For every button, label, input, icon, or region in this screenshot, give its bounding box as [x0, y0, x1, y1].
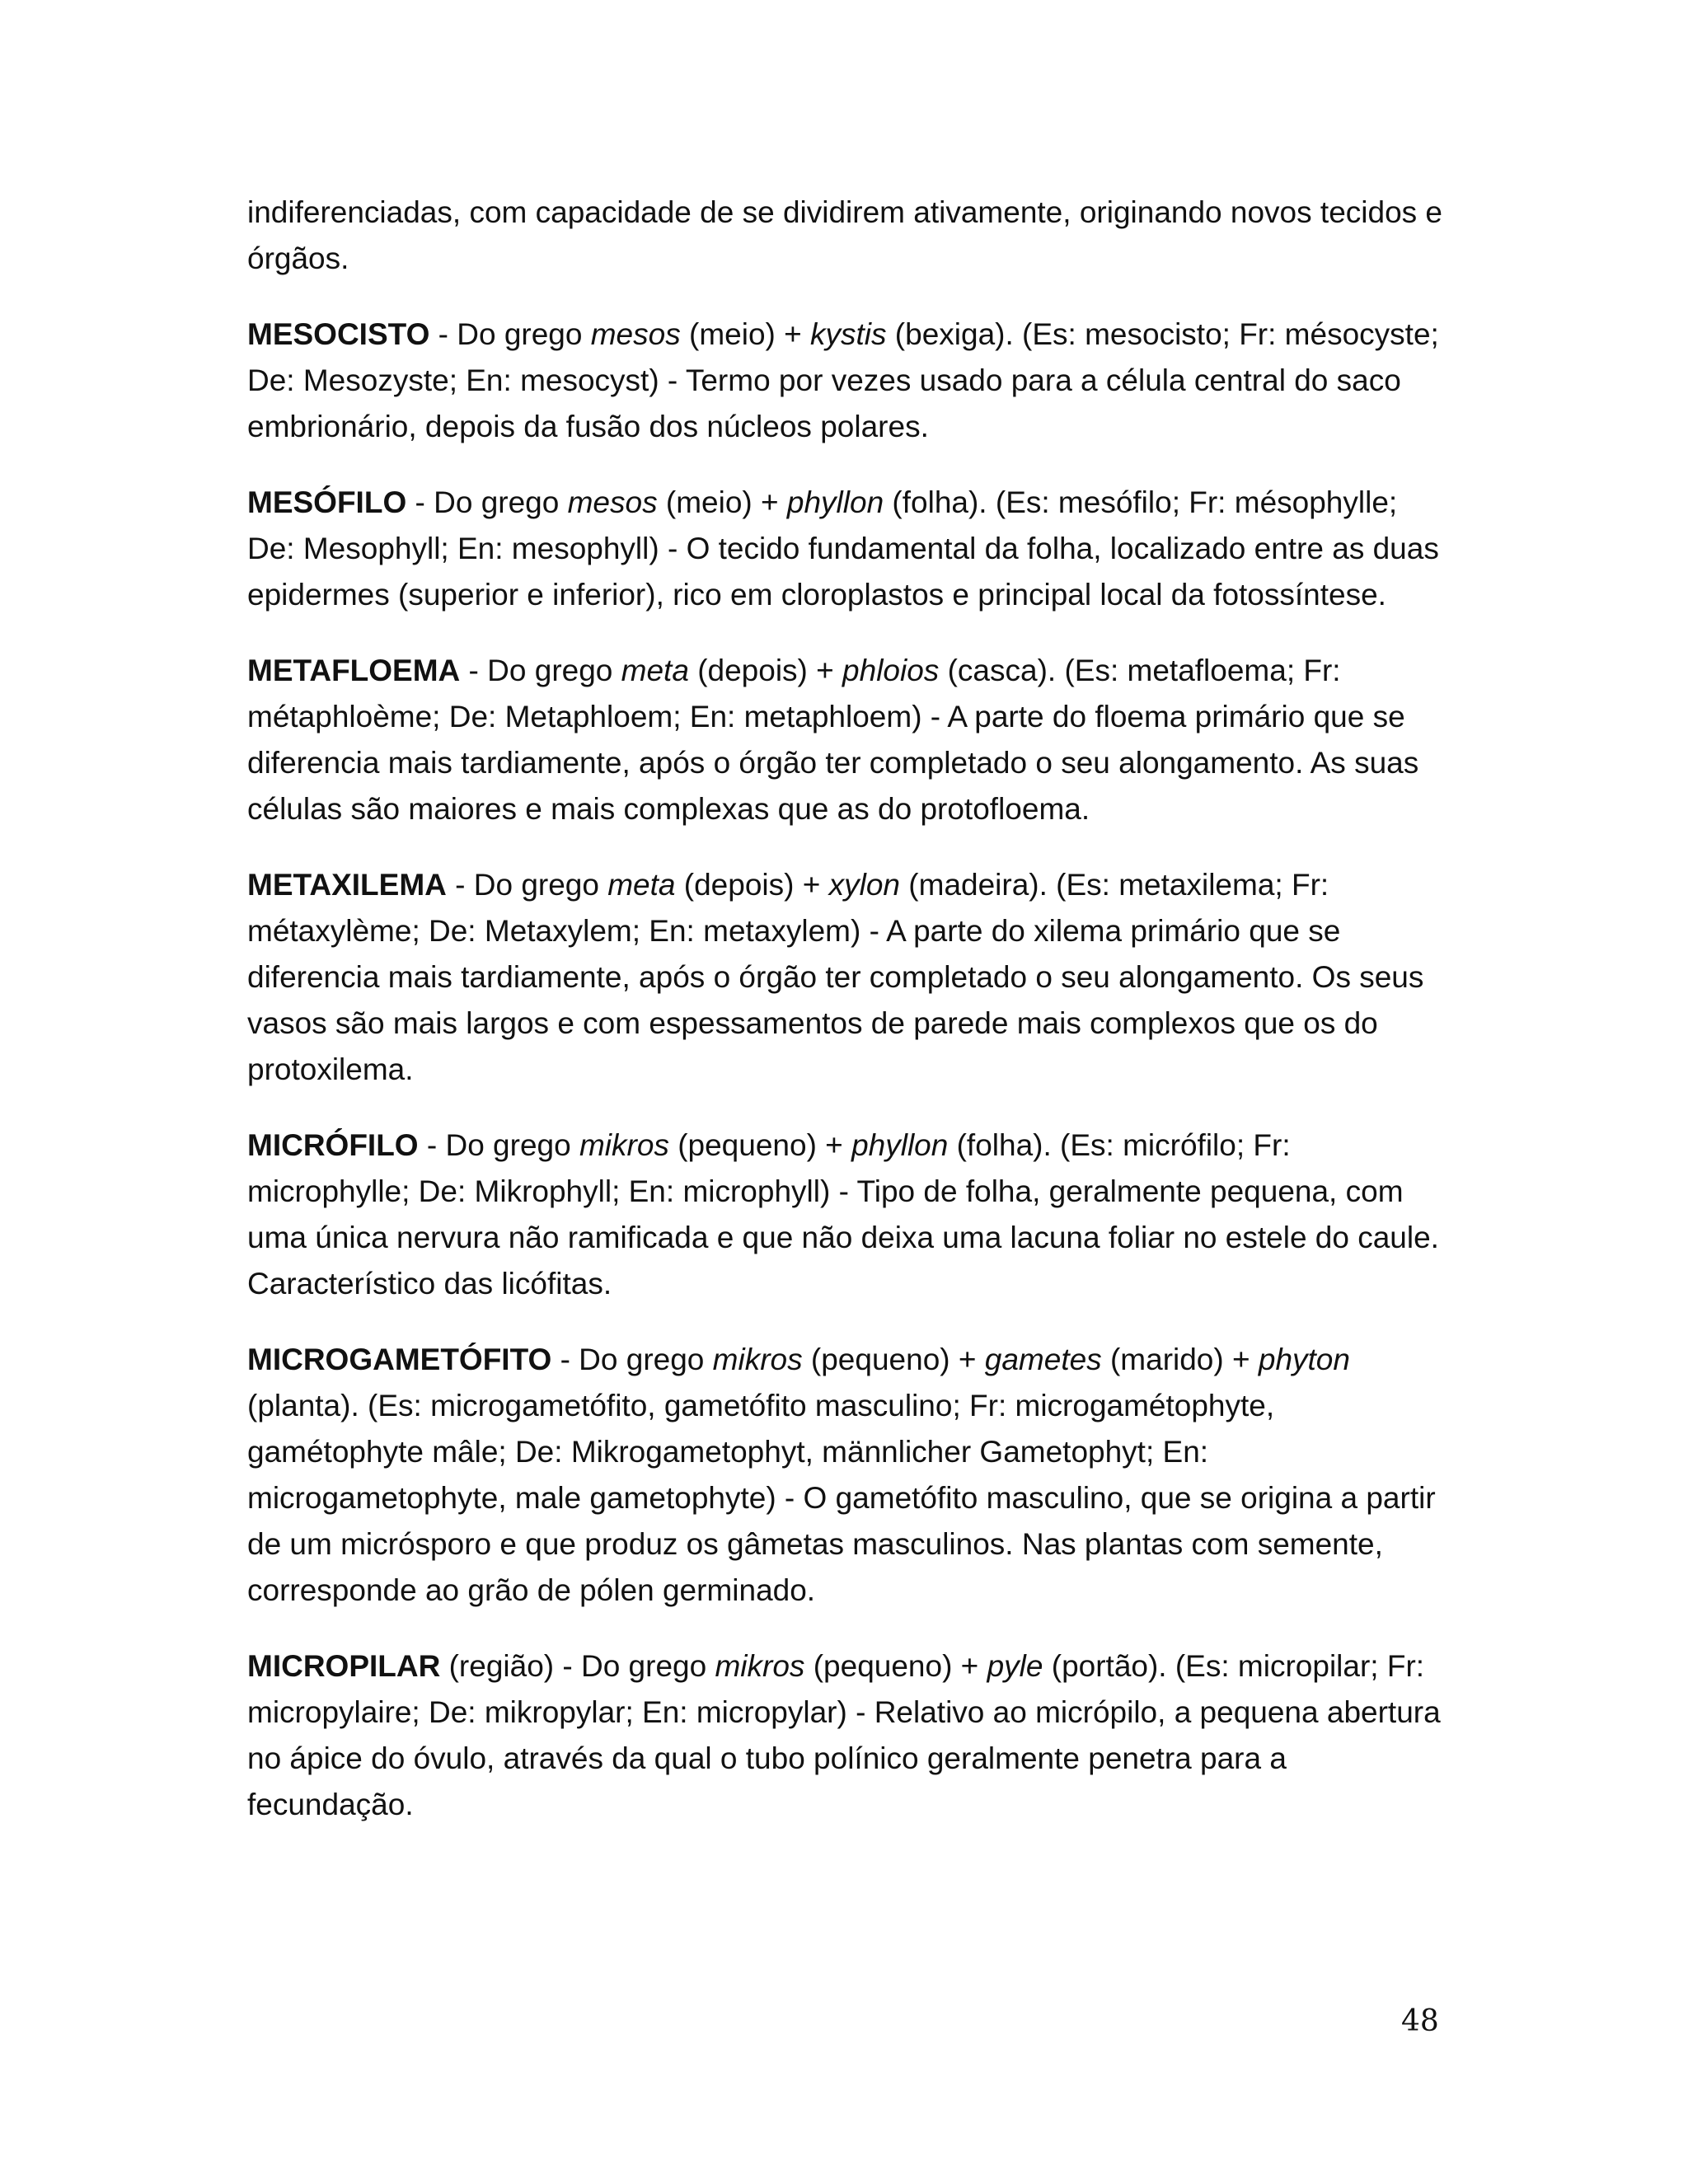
entry-text: (depois) +: [688, 654, 843, 687]
document-body: [247, 190, 1451, 1858]
entry-term: MICRÓFILO: [247, 1128, 419, 1162]
entry-text: (folha). (Es: micrófilo; Fr: microphylle; De: Mikrophyll; En: microphyll) - Tipo de folha, geralmente pequena, com uma única nervura não ramificada e que não deixa uma lacuna foliar no estele do caule. Característico das licófitas.: [247, 1128, 1439, 1301]
entry-text: (marido) +: [1101, 1343, 1259, 1376]
entry-term: MESOCISTO: [247, 317, 430, 351]
entry-micropilar: [247, 1643, 1451, 1828]
entry-term: MESÓFILO: [247, 485, 407, 519]
entry-text: - Do grego: [406, 485, 568, 519]
entry-text: (pequeno) +: [668, 1128, 852, 1162]
etymology-word: mesos: [567, 485, 658, 519]
intro-paragraph: indiferenciadas, com capacidade de se dividirem ativamente, originando novos tecidos e órgãos.: [247, 195, 1443, 275]
page-number: 48: [1401, 2004, 1439, 2038]
entry-metafloema: [247, 648, 1451, 832]
etymology-word: meta: [607, 868, 676, 902]
entry-text: - Do grego: [551, 1343, 713, 1376]
entry-text: (madeira). (Es: metaxilema; Fr: métaxylème; De: Metaxylem; En: metaxylem) - A parte do xilema primário que se diferencia mais tardiamente, após o órgão ter completado o seu alongamento. Os seus vasos são mais largos e com espessamentos de parede mais complexos que os do protoxilema.: [247, 868, 1424, 1086]
entry-text: (depois) +: [675, 868, 829, 902]
etymology-word: phyllon: [851, 1128, 949, 1162]
entry-text: (portão). (Es: micropilar; Fr: micropylaire; De: mikropylar; En: micropylar) - Relativo ao micrópilo, a pequena abertura no ápice do óvulo, através da qual o tubo polínico geralmente penetra para a fecundação.: [247, 1649, 1441, 1821]
etymology-word: mikros: [579, 1128, 669, 1162]
entry-term: METAXILEMA: [247, 868, 447, 902]
entry-text: (bexiga). (Es: mesocisto; Fr: mésocyste; De: Mesozyste; En: mesocyst) - Termo por vezes usado para a célula central do saco embrionário, depois da fusão dos núcleos polares.: [247, 317, 1439, 443]
entry-text: (meio) +: [680, 317, 811, 351]
entry-text: (casca). (Es: metafloema; Fr: métaphloème; De: Metaphloem; En: metaphloem) - A parte do floema primário que se diferencia mais tardiamente, após o órgão ter completado o seu alongamento. As suas células são maiores e mais complexas que as do protofloema.: [247, 654, 1419, 826]
entry-text: - Do grego: [418, 1128, 579, 1162]
entry-term: MICROGAMETÓFITO: [247, 1343, 552, 1376]
glossary-entries: [247, 312, 1451, 1828]
etymology-word: mikros: [715, 1649, 805, 1683]
etymology-word: xylon: [828, 868, 901, 902]
etymology-word: phloios: [842, 654, 940, 687]
entry-text: (planta). (Es: microgametófito, gametófito masculino; Fr: microgamétophyte, gamétophyte mâle; De: Mikrogametophyt, männlicher Gametophyt; En: microgametophyte, male gametophyte) - O gametófito masculino, que se origina a partir de um micrósporo e que produz os gâmetas masculinos. Nas plantas com semente, corresponde ao grão de pólen germinado.: [247, 1389, 1436, 1607]
entry-text: - Do grego: [460, 654, 621, 687]
etymology-word: phyllon: [786, 485, 884, 519]
etymology-word: meta: [621, 654, 689, 687]
etymology-word: mesos: [590, 317, 681, 351]
etymology-word: kystis: [810, 317, 887, 351]
entry-text: - Do grego: [446, 868, 608, 902]
etymology-word: mikros: [712, 1343, 803, 1376]
entry-mesocisto: [247, 312, 1451, 450]
entry-text: (pequeno) +: [804, 1649, 987, 1683]
entry-text: (região) - Do grego: [440, 1649, 715, 1683]
entry-mesofilo: [247, 480, 1451, 618]
etymology-word: gametes: [984, 1343, 1102, 1376]
entry-text: - Do grego: [429, 317, 591, 351]
entry-text: (pequeno) +: [802, 1343, 985, 1376]
entry-term: METAFLOEMA: [247, 654, 461, 687]
entry-microgametofito: [247, 1337, 1451, 1614]
entry-microfilo: [247, 1122, 1451, 1307]
entry-term: MICROPILAR: [247, 1649, 441, 1683]
etymology-word: pyle: [987, 1649, 1043, 1683]
entry-metaxilema: [247, 862, 1451, 1093]
etymology-word: phyton: [1258, 1343, 1350, 1376]
entry-text: (folha). (Es: mesófilo; Fr: mésophylle; De: Mesophyll; En: mesophyll) - O tecido fundamental da folha, localizado entre as duas epidermes (superior e inferior), rico em cloroplastos e principal local da fotossíntese.: [247, 485, 1439, 612]
entry-text: (meio) +: [657, 485, 787, 519]
